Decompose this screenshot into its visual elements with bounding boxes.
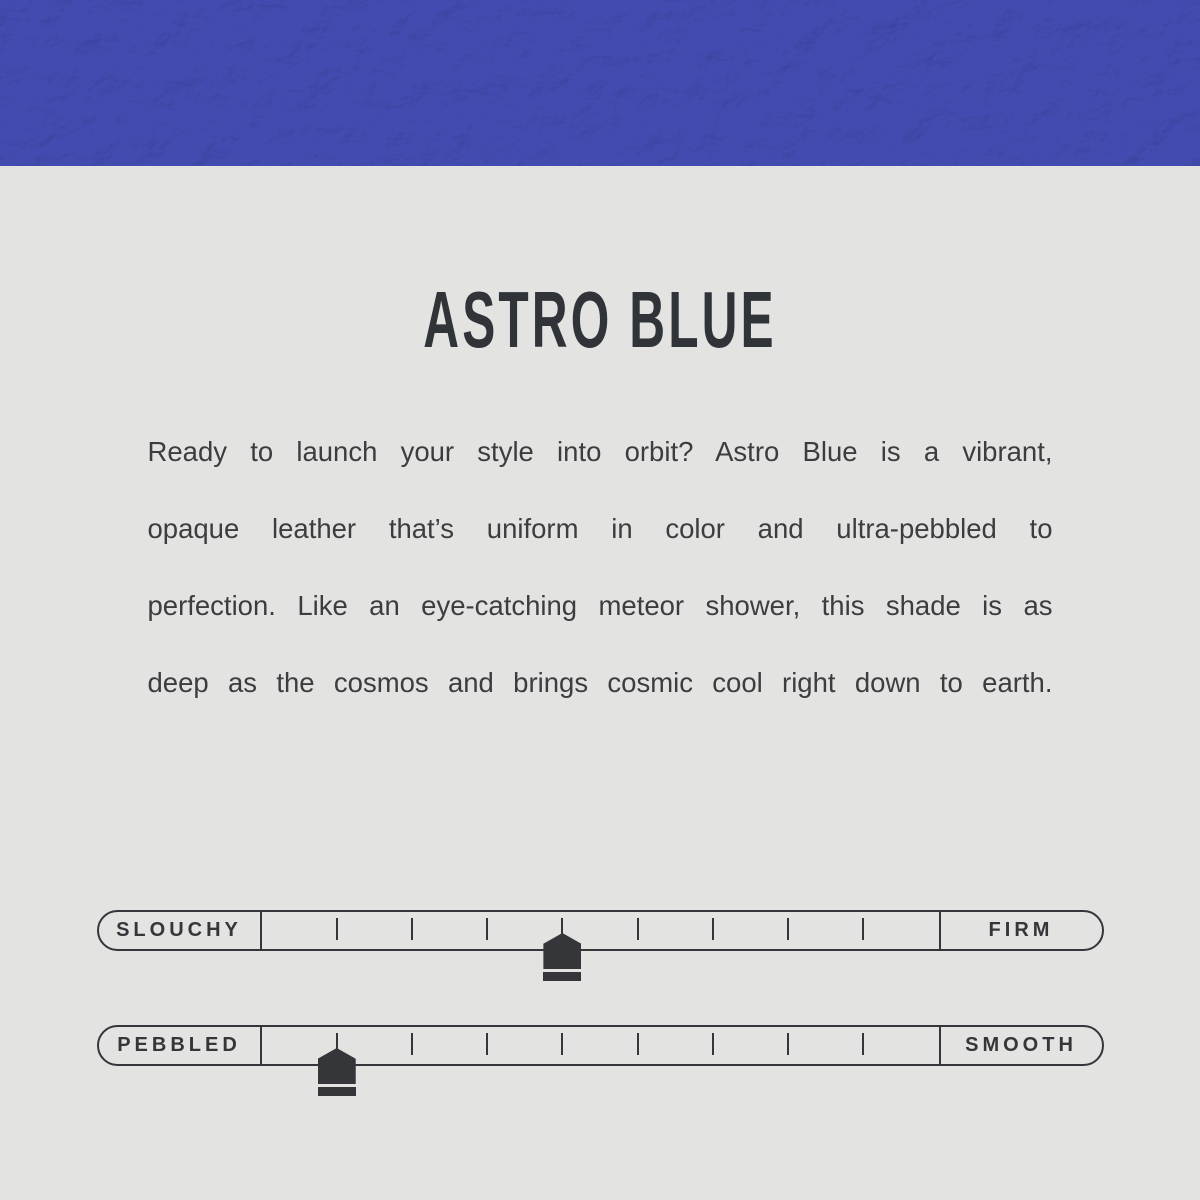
- scale-marker: [543, 933, 581, 981]
- description-line: perfection. Like an eye-catching meteor shower, this shade is as: [147, 590, 1053, 621]
- scale-tick: [486, 1033, 488, 1055]
- marker-arrow-icon: [543, 933, 581, 969]
- scale-track: [262, 912, 939, 949]
- scale-tick: [561, 1033, 563, 1055]
- leather-texture-swatch: [0, 0, 1200, 166]
- scale-left-label: SLOUCHY: [99, 912, 262, 949]
- scale-tick: [637, 918, 639, 940]
- scale-tick: [862, 1033, 864, 1055]
- scale-right-label: FIRM: [939, 912, 1102, 949]
- color-info-section: [0, 166, 1200, 1066]
- scale-track: [262, 1027, 939, 1064]
- marker-base: [318, 1087, 356, 1096]
- color-description: [148, 413, 1053, 721]
- pebbled-smooth-scale: [97, 1025, 1104, 1066]
- leather-base-color: [0, 0, 1200, 166]
- scale-tick: [637, 1033, 639, 1055]
- page-title-text: ASTRO BLUE: [423, 275, 777, 364]
- scale-tick: [712, 1033, 714, 1055]
- description-line: opaque leather that’s uniform in color and ultra-pebbled to: [147, 513, 1053, 544]
- scale-tick: [486, 918, 488, 940]
- marker-base: [543, 972, 581, 981]
- description-line: deep as the cosmos and brings cosmic cool right down to earth.: [147, 667, 1053, 698]
- scale-tick: [787, 918, 789, 940]
- scale-tick: [787, 1033, 789, 1055]
- scale-left-label: PEBBLED: [99, 1027, 262, 1064]
- slouchy-firm-scale: [97, 910, 1104, 951]
- scale-tick: [336, 918, 338, 940]
- description-line: Ready to launch your style into orbit? Astro Blue is a vibrant,: [147, 436, 1053, 467]
- scale-tick: [411, 918, 413, 940]
- scale-right-label: SMOOTH: [939, 1027, 1102, 1064]
- marker-arrow-icon: [318, 1048, 356, 1084]
- scale-tick: [862, 918, 864, 940]
- scale-tick: [712, 918, 714, 940]
- scale-marker: [318, 1048, 356, 1096]
- attribute-scales: [97, 910, 1104, 1066]
- scale-tick: [411, 1033, 413, 1055]
- page-title: [0, 275, 1200, 364]
